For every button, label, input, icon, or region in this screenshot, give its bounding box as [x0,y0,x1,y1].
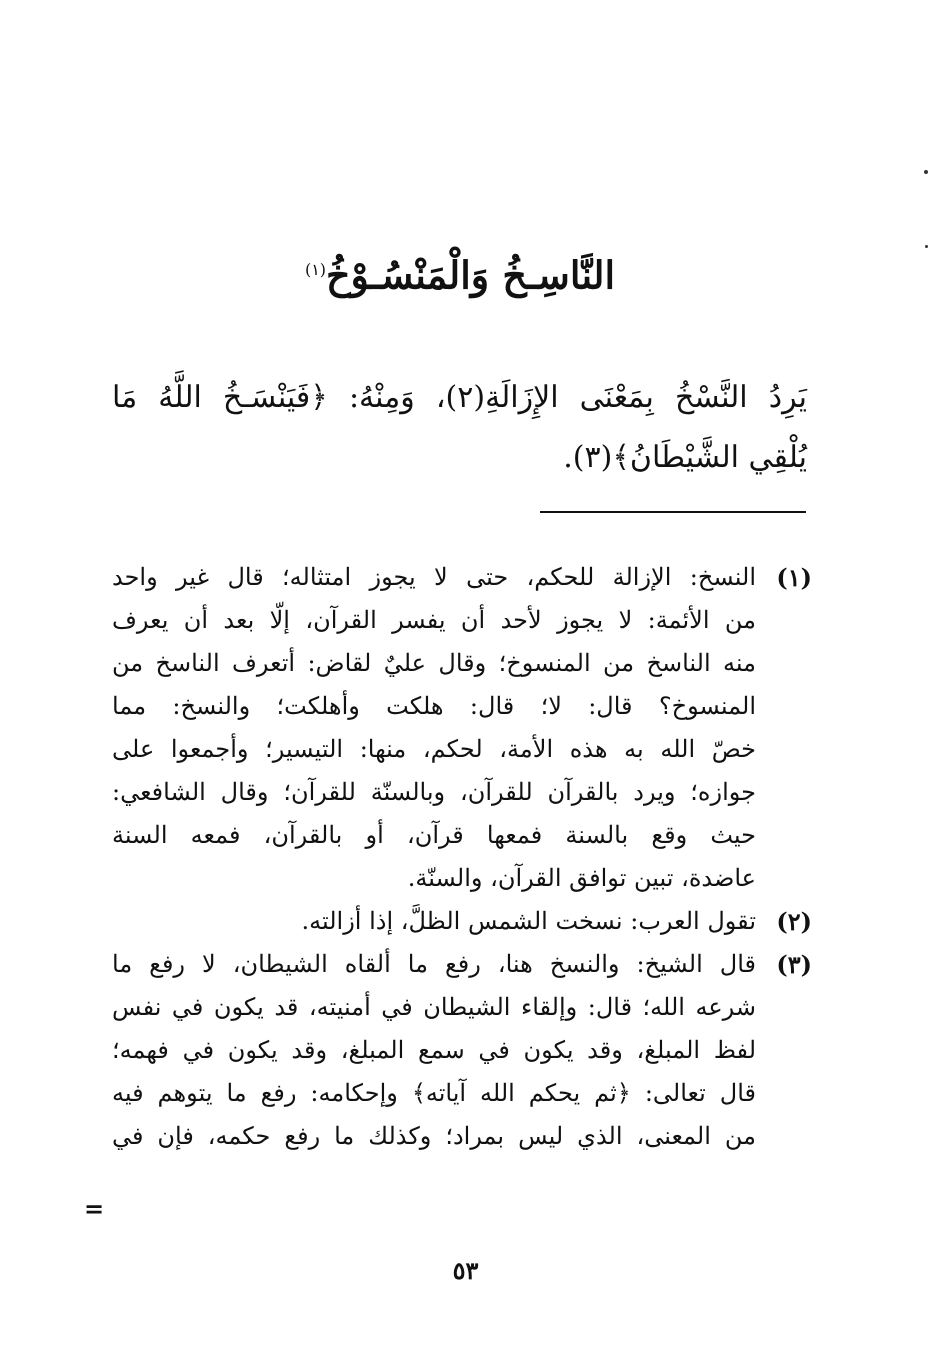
continuation-mark: = [84,1194,105,1223]
footnote-2 [112,900,812,943]
footnote-line: جوازه؛ ويرد بالقرآن للقرآن، وبالسنّة للقرآن؛ وقال الشافعي: [112,778,756,806]
scan-speck [924,170,928,174]
footnote-line: خصّ الله به هذه الأمة، لحكم، منها: التيسير؛ وأجمعوا على [112,735,756,763]
footnote-line: من المعنى، الذي ليس بمراد؛ وكذلك ما رفع حكمه، فإن في [112,1122,756,1150]
chapter-title-text: النَّاسِـخُ وَالْمَنْسُـوْخُ [326,252,616,298]
intro-line: يَرِدُ النَّسْخُ بِمَعْنَى الإِزَالَةِ(٢)، وَمِنْهُ: ﴿فَيَنْسَـخُ اللَّهُ مَا [112,380,807,415]
footnote-line: تقول العرب: نسخت الشمس الظلَّ، إذا أزالته. [301,907,756,935]
footnote-marker: (٣) [776,950,812,979]
footnote-line: منه الناسخ من المنسوخ؛ وقال عليٌ لقاض: أتعرف الناسخ من [112,649,756,677]
footnote-line: النسخ: الإزالة للحكم، حتى لا يجوز امتثاله؛ قال غير واحد [112,563,756,591]
intro-paragraph [112,368,807,488]
chapter-title [115,238,805,308]
chapter-title-note-ref: (١) [304,260,327,279]
footnote-marker: (١) [776,563,812,592]
intro-line: يُلْقِي الشَّيْطَانُ﴾(٣). [563,440,807,475]
footnote-line: حيث وقع بالسنة فمعها قرآن، أو بالقرآن، فمعه السنة [112,821,756,849]
footnote-line: شرعه الله؛ قال: وإلقاء الشيطان في أمنيته، قد يكون في نفس [112,993,756,1021]
footnote-line: لفظ المبلغ، وقد يكون في سمع المبلغ، وقد يكون في فهمه؛ [112,1036,756,1064]
footnote-line: المنسوخ؟ قال: لا؛ قال: هلكت وأهلكت؛ والنسخ: مما [112,692,756,720]
footnotes [112,556,812,1158]
footnote-line: قال تعالى: ﴿ثم يحكم الله آياته﴾ وإحكامه: رفع ما يتوهم فيه [112,1079,756,1107]
scan-speck [925,245,928,248]
footnote-marker: (٢) [776,907,812,936]
footnote-separator [540,511,806,513]
page-number: ٥٣ [452,1256,479,1285]
footnote-line: قال الشيخ: والنسخ هنا، رفع ما ألقاه الشيطان، لا رفع ما [112,950,756,978]
footnote-1 [112,556,812,900]
footnote-line: عاضدة، تبين توافق القرآن، والسنّة. [407,864,756,892]
footnote-line: من الأئمة: لا يجوز لأحد أن يفسر القرآن، إلّا بعد أن يعرف [112,606,756,634]
footnote-3 [112,943,812,1158]
